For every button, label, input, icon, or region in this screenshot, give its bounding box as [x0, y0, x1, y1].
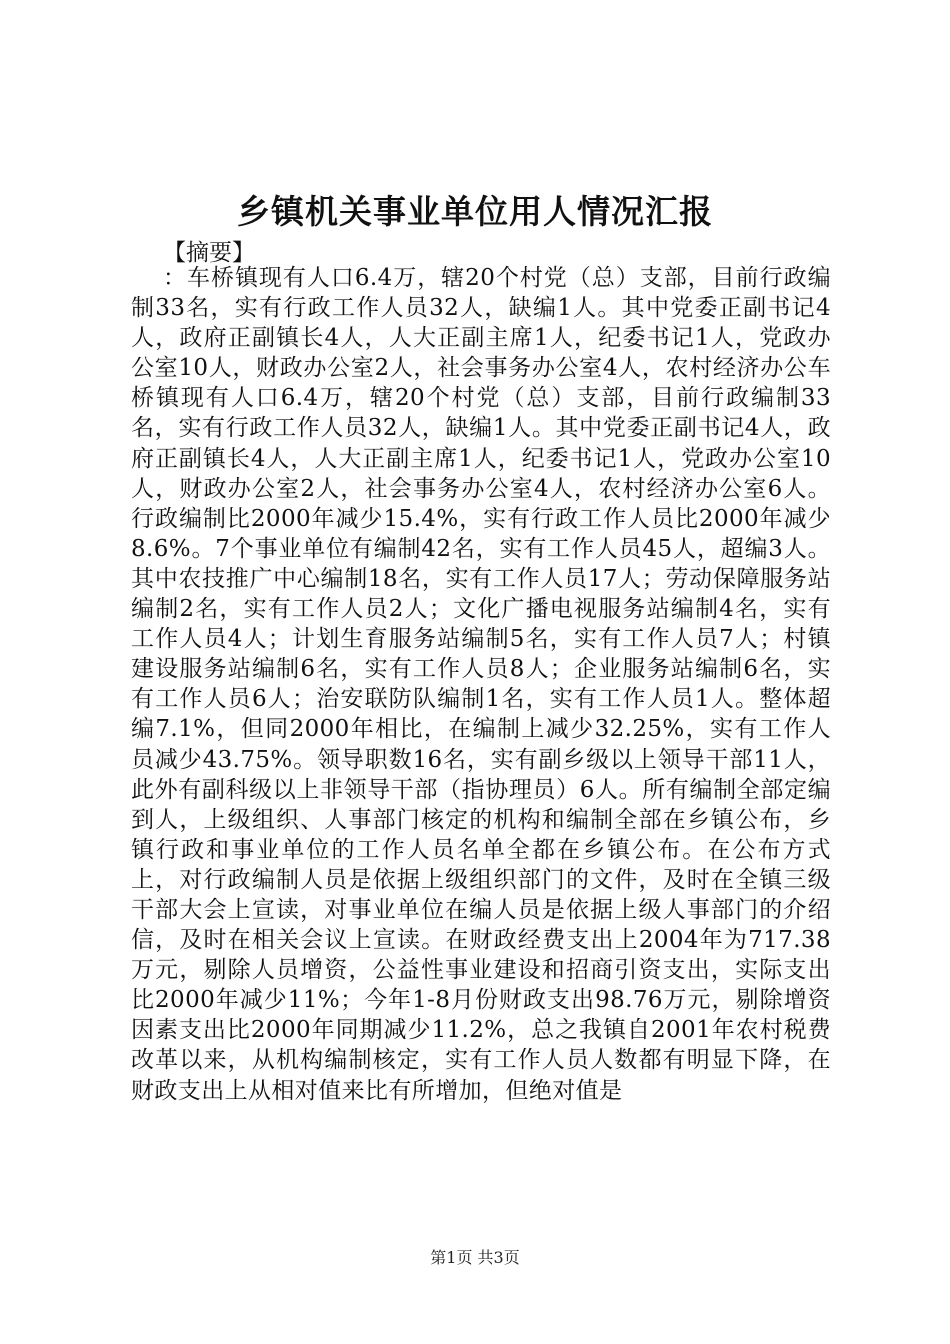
document-title: 乡镇机关事业单位用人情况汇报: [237, 192, 713, 231]
abstract-label: 【摘要】: [163, 240, 255, 266]
body-paragraph: ：车桥镇现有人口6.4万，辖20个村党（总）支部，目前行政编制33名，实有行政工作人员32人，缺编1人。其中党委正副书记4人，政府正副镇长4人，人大正副主席1人，纪委书记1人，党政办公室10人，财政办公室2人，社会事务办公室4人，农村经济办公车桥镇现有人口6.4万，辖20个村党（总）支部，目前行政编制33名，实有行政工作人员32人，缺编1人。其中党委正副书记4人，政府正副镇长4人，人大正副主席1人，纪委书记1人，党政办公室10人，财政办公室2人，社会事务办公室4人，农村经济办公室6人。行政编制比2000年减少15.4%，实有行政工作人员比2000年减少8.6%。7个事业单位有编制42名，实有工作人员45人，超编3人。其中农技推广中心编制18名，实有工作人员17人；劳动保障服务站编制2名，实有工作人员2人；文化广播电视服务站编制4名，实有工作人员4人；计划生育服务站编制5名，实有工作人员7人；村镇建设服务站编制6名，实有工作人员8人；企业服务站编制6名，实有工作人员6人；治安联防队编制1名，实有工作人员1人。整体超编7.1%，但同2000年相比，在编制上减少32.25%，实有工作人员减少43.75%。领导职数16名，实有副乡级以上领导干部11人，此外有副科级以上非领导干部（指协理员）6人。所有编制全部定编到人，上级组织、人事部门核定的机构和编制全部在乡镇公布，乡镇行政和事业单位的工作人员名单全都在乡镇公布。在公布方式上，对行政编制人员是依据上级组织部门的文件，及时在全镇三级干部大会上宣读，对事业单位在编人员是依据上级人事部门的介绍信，及时在相关会议上宣读。在财政经费支出上2004年为717.38万元，剔除人员增资，公益性事业建设和招商引资支出，实际支出比2000年减少11%；今年1-8月份财政支出98.76万元，剔除增资因素支出比2000年同期减少11.2%，总之我镇自2001年农村税费改革以来，从机构编制核定，实有工作人员人数都有明显下降，在财政支出上从相对值来比有所增加，但绝对值是: [131, 265, 831, 1104]
page-footer: 第1页 共3页: [430, 1248, 520, 1267]
